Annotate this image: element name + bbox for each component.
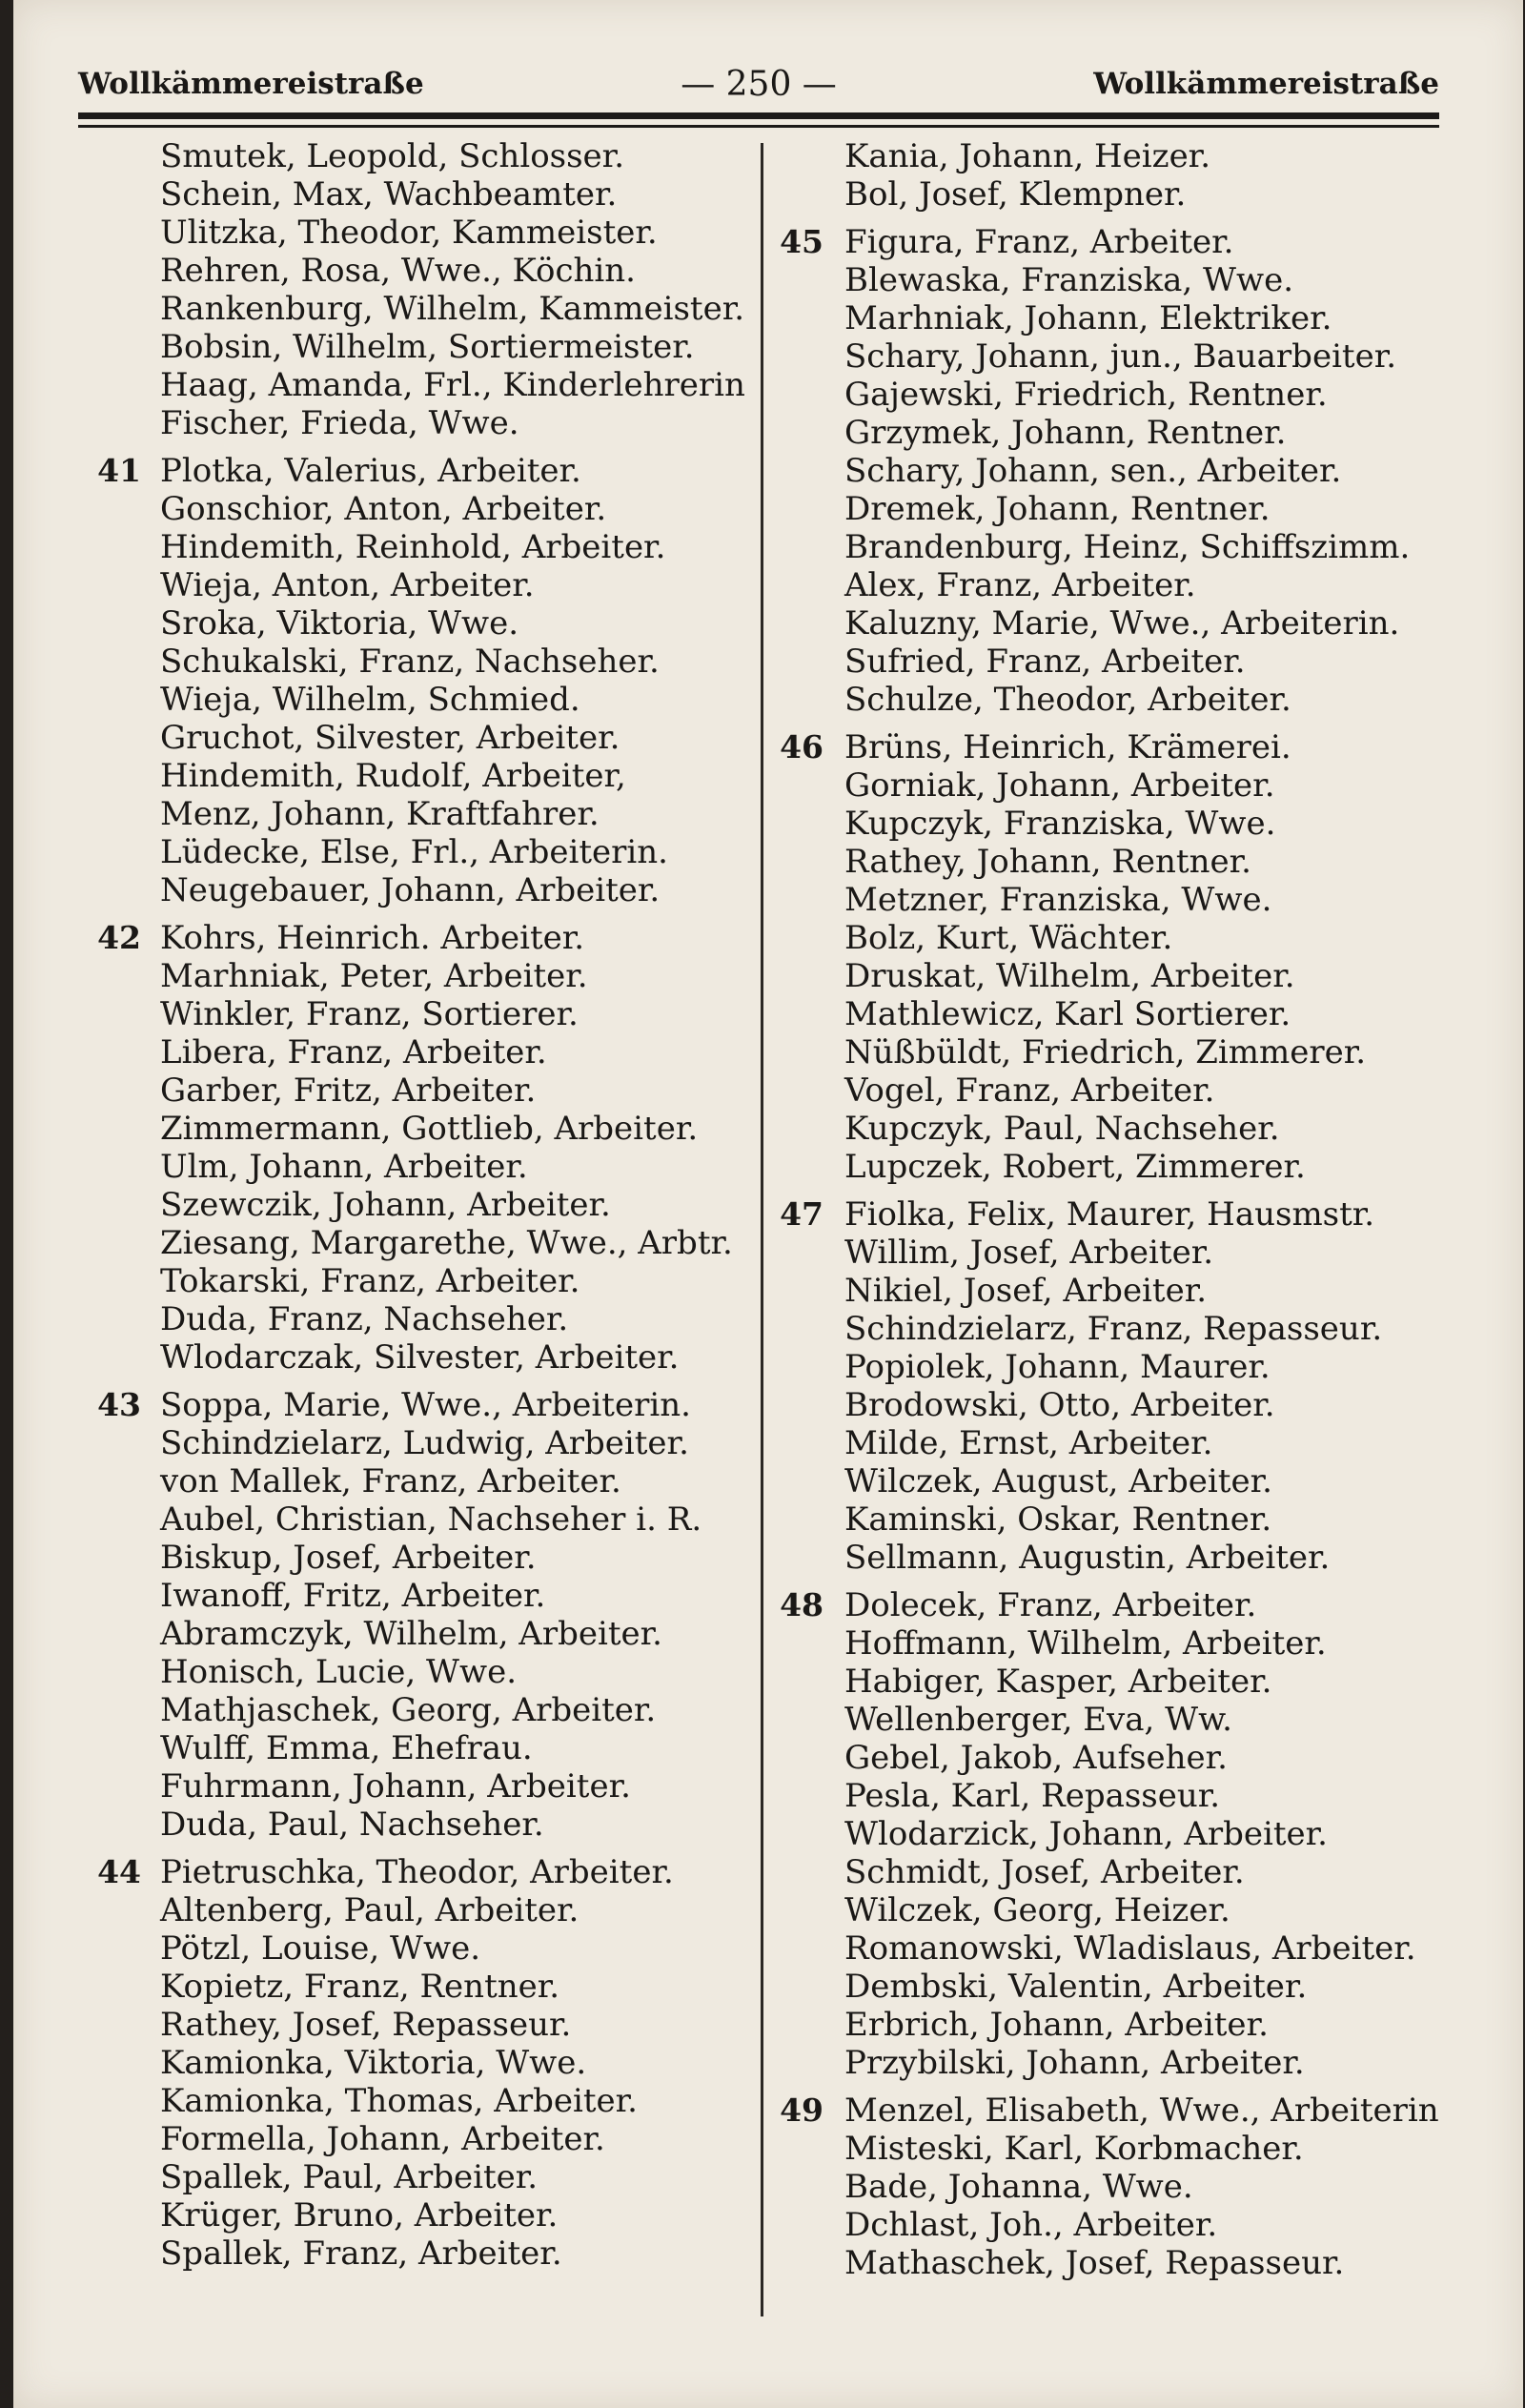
resident-name: Schulze, Theodor, Arbeiter. xyxy=(844,681,1291,719)
resident-name: Marhniak, Johann, Elektriker. xyxy=(844,299,1332,337)
resident-name: Gajewski, Friedrich, Rentner. xyxy=(844,376,1328,414)
resident-entry xyxy=(774,223,1460,261)
resident-entry xyxy=(774,1424,1460,1462)
house-number-group xyxy=(774,2092,1460,2282)
resident-entry xyxy=(774,1033,1460,1071)
resident-entry xyxy=(76,957,762,995)
house-number: 49 xyxy=(780,2092,824,2129)
resident-entry xyxy=(774,681,1460,719)
resident-name: Pietruschka, Theodor, Arbeiter. xyxy=(160,1853,674,1891)
resident-name: Fiolka, Felix, Maurer, Hausmstr. xyxy=(844,1195,1375,1234)
resident-entry xyxy=(76,528,762,566)
resident-entry xyxy=(774,1539,1460,1577)
resident-name: Gruchot, Silvester, Arbeiter. xyxy=(160,719,620,757)
resident-name: Fuhrmann, Johann, Arbeiter. xyxy=(160,1767,631,1806)
resident-name: Hindemith, Rudolf, Arbeiter, xyxy=(160,757,626,795)
resident-name: Brandenburg, Heinz, Schiffszimm. xyxy=(844,528,1411,566)
house-number-group xyxy=(76,452,762,909)
resident-entry xyxy=(76,404,762,442)
resident-name: Winkler, Franz, Sortierer. xyxy=(160,995,579,1033)
header-rule-thin xyxy=(78,125,1439,128)
resident-entry xyxy=(774,2206,1460,2244)
resident-name: Pesla, Karl, Repasseur. xyxy=(844,1777,1221,1815)
resident-entry xyxy=(774,2168,1460,2206)
resident-name: Przybilski, Johann, Arbeiter. xyxy=(844,2044,1305,2082)
resident-name: Schindzielarz, Franz, Repasseur. xyxy=(844,1310,1383,1348)
resident-name: Ziesang, Margarethe, Wwe., Arbtr. xyxy=(160,1224,733,1262)
resident-name: von Mallek, Franz, Arbeiter. xyxy=(160,1462,621,1500)
resident-name: Brodowski, Otto, Arbeiter. xyxy=(844,1386,1275,1424)
resident-name: Gonschior, Anton, Arbeiter. xyxy=(160,490,607,528)
resident-entry xyxy=(76,1224,762,1262)
resident-entry xyxy=(76,252,762,290)
resident-name: Kamionka, Thomas, Arbeiter. xyxy=(160,2082,638,2120)
resident-entry xyxy=(76,1577,762,1615)
resident-name: Plotka, Valerius, Arbeiter. xyxy=(160,452,581,490)
resident-entry xyxy=(774,2006,1460,2044)
resident-name: Gorniak, Johann, Arbeiter. xyxy=(844,766,1275,805)
resident-entry xyxy=(76,1186,762,1224)
house-number: 42 xyxy=(97,919,141,956)
resident-entry xyxy=(76,1539,762,1577)
resident-entry xyxy=(774,1739,1460,1777)
resident-entry xyxy=(774,337,1460,376)
resident-entry xyxy=(76,1386,762,1424)
resident-entry xyxy=(76,1853,762,1891)
resident-entry xyxy=(76,1148,762,1186)
resident-name: Rankenburg, Wilhelm, Kammeister. xyxy=(160,290,745,328)
resident-name: Honisch, Lucie, Wwe. xyxy=(160,1653,517,1691)
resident-name: Duda, Paul, Nachseher. xyxy=(160,1806,544,1844)
resident-name: Schein, Max, Wachbeamter. xyxy=(160,175,618,214)
resident-entry xyxy=(774,1586,1460,1624)
resident-entry xyxy=(774,2092,1460,2130)
resident-entry xyxy=(774,1815,1460,1853)
resident-name: Romanowski, Wladislaus, Arbeiter. xyxy=(844,1929,1416,1968)
resident-name: Dchlast, Joh., Arbeiter. xyxy=(844,2206,1218,2244)
resident-entry xyxy=(76,795,762,833)
resident-entry xyxy=(774,1777,1460,1815)
resident-entry xyxy=(774,766,1460,805)
resident-name: Willim, Josef, Arbeiter. xyxy=(844,1234,1214,1272)
resident-name: Kania, Johann, Heizer. xyxy=(844,137,1211,175)
resident-entry xyxy=(76,452,762,490)
header-rule-thick xyxy=(78,112,1439,119)
resident-entry xyxy=(774,957,1460,995)
resident-name: Kamionka, Viktoria, Wwe. xyxy=(160,2044,587,2082)
resident-name: Bobsin, Wilhelm, Sortiermeister. xyxy=(160,328,695,366)
resident-name: Dembski, Valentin, Arbeiter. xyxy=(844,1968,1308,2006)
resident-name: Dremek, Johann, Rentner. xyxy=(844,490,1271,528)
resident-entry xyxy=(774,414,1460,452)
resident-entry xyxy=(774,1195,1460,1234)
resident-entry xyxy=(76,1033,762,1071)
resident-name: Druskat, Wilhelm, Arbeiter. xyxy=(844,957,1295,995)
resident-name: Sellmann, Augustin, Arbeiter. xyxy=(844,1539,1331,1577)
resident-name: Wulff, Emma, Ehefrau. xyxy=(160,1729,533,1767)
resident-entry xyxy=(774,1891,1460,1929)
resident-entry xyxy=(774,1386,1460,1424)
resident-entry xyxy=(76,2235,762,2273)
resident-name: Rathey, Josef, Repasseur. xyxy=(160,2006,572,2044)
resident-name: Kupczyk, Paul, Nachseher. xyxy=(844,1110,1280,1148)
resident-entry xyxy=(774,1110,1460,1148)
resident-name: Garber, Fritz, Arbeiter. xyxy=(160,1071,537,1110)
resident-name: Libera, Franz, Arbeiter. xyxy=(160,1033,547,1071)
resident-name: Schary, Johann, sen., Arbeiter. xyxy=(844,452,1342,490)
house-number-group xyxy=(774,728,1460,1186)
resident-entry xyxy=(774,2130,1460,2168)
resident-entry xyxy=(774,1272,1460,1310)
house-number: 41 xyxy=(97,452,141,489)
resident-name: Rehren, Rosa, Wwe., Köchin. xyxy=(160,252,636,290)
resident-name: Soppa, Marie, Wwe., Arbeiterin. xyxy=(160,1386,691,1424)
page-header xyxy=(78,67,1439,107)
resident-entry xyxy=(76,604,762,643)
resident-name: Altenberg, Paul, Arbeiter. xyxy=(160,1891,580,1929)
resident-entry xyxy=(76,995,762,1033)
resident-name: Wellenberger, Eva, Ww. xyxy=(844,1701,1232,1739)
resident-entry xyxy=(76,490,762,528)
resident-entry xyxy=(76,1891,762,1929)
resident-name: Kupczyk, Franziska, Wwe. xyxy=(844,805,1276,843)
resident-name: Figura, Franz, Arbeiter. xyxy=(844,223,1234,261)
resident-name: Milde, Ernst, Arbeiter. xyxy=(844,1424,1213,1462)
resident-name: Fischer, Frieda, Wwe. xyxy=(160,404,519,442)
resident-name: Schukalski, Franz, Nachseher. xyxy=(160,643,660,681)
resident-entry xyxy=(774,1624,1460,1663)
resident-name: Grzymek, Johann, Rentner. xyxy=(844,414,1287,452)
resident-entry xyxy=(774,1071,1460,1110)
resident-entry xyxy=(774,728,1460,766)
resident-entry xyxy=(76,1338,762,1377)
house-number-group xyxy=(774,1195,1460,1577)
resident-entry xyxy=(774,2044,1460,2082)
resident-entry xyxy=(76,2120,762,2158)
right-column xyxy=(774,137,1460,2282)
resident-name: Vogel, Franz, Arbeiter. xyxy=(844,1071,1215,1110)
resident-entry xyxy=(76,566,762,604)
resident-entry xyxy=(774,1310,1460,1348)
resident-name: Schindzielarz, Ludwig, Arbeiter. xyxy=(160,1424,689,1462)
resident-entry xyxy=(76,1929,762,1968)
resident-entry xyxy=(76,643,762,681)
resident-entry xyxy=(76,1615,762,1653)
resident-name: Habiger, Kasper, Arbeiter. xyxy=(844,1663,1272,1701)
resident-entry xyxy=(774,376,1460,414)
resident-name: Marhniak, Peter, Arbeiter. xyxy=(160,957,588,995)
resident-entry xyxy=(774,1968,1460,2006)
resident-name: Mathaschek, Josef, Repasseur. xyxy=(844,2244,1345,2282)
house-number: 47 xyxy=(780,1195,824,1233)
resident-name: Nikiel, Josef, Arbeiter. xyxy=(844,1272,1208,1310)
resident-entry xyxy=(76,366,762,404)
resident-entry xyxy=(76,1462,762,1500)
resident-name: Menz, Johann, Kraftfahrer. xyxy=(160,795,600,833)
resident-name: Pötzl, Louise, Wwe. xyxy=(160,1929,481,1968)
resident-entry xyxy=(76,1968,762,2006)
resident-entry xyxy=(774,261,1460,299)
resident-name: Kaluzny, Marie, Wwe., Arbeiterin. xyxy=(844,604,1400,643)
house-number-group xyxy=(774,1586,1460,2082)
resident-name: Neugebauer, Johann, Arbeiter. xyxy=(160,871,661,909)
resident-entry xyxy=(76,1071,762,1110)
resident-entry xyxy=(774,137,1460,175)
resident-entry xyxy=(76,1806,762,1844)
resident-entry xyxy=(774,490,1460,528)
resident-name: Tokarski, Franz, Arbeiter. xyxy=(160,1262,580,1300)
resident-name: Nüßbüldt, Friedrich, Zimmerer. xyxy=(844,1033,1367,1071)
resident-entry xyxy=(76,1691,762,1729)
resident-entry xyxy=(76,1110,762,1148)
resident-entry xyxy=(774,528,1460,566)
resident-entry xyxy=(76,1262,762,1300)
header-street-right: Wollkämmereistraße xyxy=(1093,67,1439,101)
resident-entry xyxy=(76,1424,762,1462)
resident-name: Blewaska, Franziska, Wwe. xyxy=(844,261,1294,299)
resident-entry xyxy=(76,1653,762,1691)
left-column xyxy=(76,137,762,2273)
resident-entry xyxy=(76,2158,762,2196)
resident-entry xyxy=(774,1234,1460,1272)
resident-entry xyxy=(76,871,762,909)
resident-name: Spallek, Paul, Arbeiter. xyxy=(160,2158,539,2196)
house-number-group xyxy=(76,137,762,442)
resident-entry xyxy=(76,919,762,957)
resident-entry xyxy=(774,1663,1460,1701)
resident-entry xyxy=(774,919,1460,957)
resident-entry xyxy=(76,681,762,719)
resident-name: Brüns, Heinrich, Krämerei. xyxy=(844,728,1291,766)
resident-name: Ulm, Johann, Arbeiter. xyxy=(160,1148,528,1186)
directory-page xyxy=(13,0,1523,2408)
resident-entry xyxy=(76,2196,762,2235)
resident-name: Rathey, Johann, Rentner. xyxy=(844,843,1251,881)
resident-entry xyxy=(76,1729,762,1767)
resident-entry xyxy=(76,137,762,175)
resident-name: Sufried, Franz, Arbeiter. xyxy=(844,643,1246,681)
resident-name: Spallek, Franz, Arbeiter. xyxy=(160,2235,562,2273)
resident-name: Krüger, Bruno, Arbeiter. xyxy=(160,2196,559,2235)
house-number: 45 xyxy=(780,223,824,260)
resident-name: Wlodarzick, Johann, Arbeiter. xyxy=(844,1815,1328,1853)
resident-entry xyxy=(76,290,762,328)
resident-name: Haag, Amanda, Frl., Kinderlehrerin xyxy=(160,366,745,404)
resident-name: Szewczik, Johann, Arbeiter. xyxy=(160,1186,611,1224)
resident-entry xyxy=(774,1701,1460,1739)
resident-entry xyxy=(76,1767,762,1806)
resident-name: Kaminski, Oskar, Rentner. xyxy=(844,1500,1272,1539)
resident-entry xyxy=(774,175,1460,214)
resident-entry xyxy=(76,719,762,757)
house-number-group xyxy=(76,1386,762,1844)
resident-name: Hoffmann, Wilhelm, Arbeiter. xyxy=(844,1624,1327,1663)
resident-name: Duda, Franz, Nachseher. xyxy=(160,1300,569,1338)
resident-name: Mathlewicz, Karl Sortierer. xyxy=(844,995,1291,1033)
resident-name: Wilczek, August, Arbeiter. xyxy=(844,1462,1272,1500)
resident-name: Wieja, Wilhelm, Schmied. xyxy=(160,681,580,719)
resident-name: Formella, Johann, Arbeiter. xyxy=(160,2120,605,2158)
resident-name: Dolecek, Franz, Arbeiter. xyxy=(844,1586,1257,1624)
resident-name: Sroka, Viktoria, Wwe. xyxy=(160,604,519,643)
resident-entry xyxy=(774,1462,1460,1500)
resident-name: Iwanoff, Fritz, Arbeiter. xyxy=(160,1577,546,1615)
resident-name: Schmidt, Josef, Arbeiter. xyxy=(844,1853,1245,1891)
resident-name: Aubel, Christian, Nachseher i. R. xyxy=(160,1500,702,1539)
house-number: 46 xyxy=(780,728,824,765)
resident-name: Bol, Josef, Klempner. xyxy=(844,175,1187,214)
resident-entry xyxy=(76,328,762,366)
house-number-group xyxy=(774,223,1460,719)
resident-name: Smutek, Leopold, Schlosser. xyxy=(160,137,625,175)
resident-entry xyxy=(774,643,1460,681)
resident-name: Gebel, Jakob, Aufseher. xyxy=(844,1739,1228,1777)
resident-name: Kopietz, Franz, Rentner. xyxy=(160,1968,560,2006)
resident-entry xyxy=(774,566,1460,604)
resident-name: Menzel, Elisabeth, Wwe., Arbeiterin xyxy=(844,2092,1439,2130)
resident-name: Lüdecke, Else, Frl., Arbeiterin. xyxy=(160,833,668,871)
resident-entry xyxy=(76,175,762,214)
resident-entry xyxy=(76,757,762,795)
resident-name: Misteski, Karl, Korbmacher. xyxy=(844,2130,1304,2168)
resident-name: Zimmermann, Gottlieb, Arbeiter. xyxy=(160,1110,699,1148)
resident-entry xyxy=(76,833,762,871)
resident-entry xyxy=(774,843,1460,881)
resident-name: Erbrich, Johann, Arbeiter. xyxy=(844,2006,1269,2044)
resident-name: Hindemith, Reinhold, Arbeiter. xyxy=(160,528,666,566)
resident-name: Metzner, Franziska, Wwe. xyxy=(844,881,1272,919)
resident-name: Wilczek, Georg, Heizer. xyxy=(844,1891,1230,1929)
resident-entry xyxy=(774,604,1460,643)
resident-name: Mathjaschek, Georg, Arbeiter. xyxy=(160,1691,657,1729)
resident-name: Bade, Johanna, Wwe. xyxy=(844,2168,1193,2206)
resident-entry xyxy=(774,2244,1460,2282)
page-number: — 250 — xyxy=(681,65,837,104)
resident-name: Abramczyk, Wilhelm, Arbeiter. xyxy=(160,1615,662,1653)
resident-name: Schary, Johann, jun., Bauarbeiter. xyxy=(844,337,1397,376)
resident-name: Wlodarczak, Silvester, Arbeiter. xyxy=(160,1338,680,1377)
resident-name: Kohrs, Heinrich. Arbeiter. xyxy=(160,919,585,957)
resident-name: Ulitzka, Theodor, Kammeister. xyxy=(160,214,658,252)
resident-entry xyxy=(774,805,1460,843)
resident-name: Bolz, Kurt, Wächter. xyxy=(844,919,1173,957)
resident-entry xyxy=(774,1500,1460,1539)
house-number-group xyxy=(76,1853,762,2273)
resident-entry xyxy=(774,1853,1460,1891)
resident-entry xyxy=(76,214,762,252)
resident-entry xyxy=(76,2006,762,2044)
resident-entry xyxy=(774,299,1460,337)
house-number: 44 xyxy=(97,1853,141,1890)
resident-entry xyxy=(76,1500,762,1539)
resident-name: Popiolek, Johann, Maurer. xyxy=(844,1348,1271,1386)
resident-name: Alex, Franz, Arbeiter. xyxy=(844,566,1196,604)
resident-entry xyxy=(774,881,1460,919)
resident-entry xyxy=(774,995,1460,1033)
header-street-left: Wollkämmereistraße xyxy=(78,67,424,101)
house-number: 48 xyxy=(780,1586,824,1623)
resident-entry xyxy=(774,1348,1460,1386)
resident-entry xyxy=(76,2082,762,2120)
house-number-group xyxy=(774,137,1460,214)
resident-entry xyxy=(774,1148,1460,1186)
resident-name: Biskup, Josef, Arbeiter. xyxy=(160,1539,537,1577)
resident-name: Wieja, Anton, Arbeiter. xyxy=(160,566,535,604)
resident-entry xyxy=(774,1929,1460,1968)
resident-entry xyxy=(76,1300,762,1338)
resident-entry xyxy=(774,452,1460,490)
resident-name: Lupczek, Robert, Zimmerer. xyxy=(844,1148,1306,1186)
house-number: 43 xyxy=(97,1386,141,1423)
resident-entry xyxy=(76,2044,762,2082)
house-number-group xyxy=(76,919,762,1377)
